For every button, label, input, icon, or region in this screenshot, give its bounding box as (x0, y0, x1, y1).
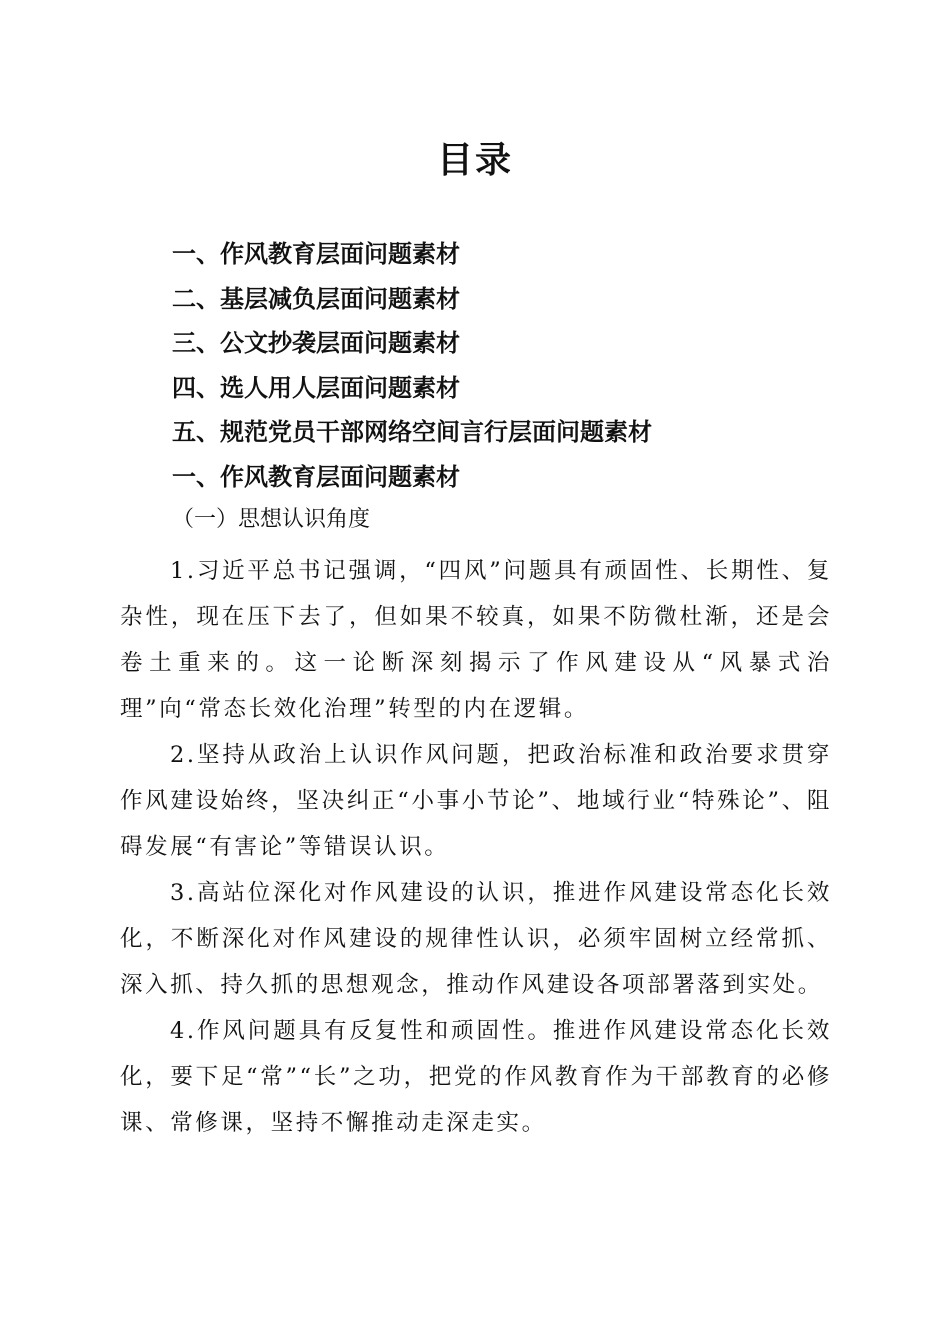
paragraph-3: 3.高站位深化对作风建设的认识，推进作风建设常态化长效化，不断深化对作风建设的规律性认识，必须牢固树立经常抓、深入抓、持久抓的思想观念，推动作风建设各项部署落到实处。 (120, 880, 832, 998)
toc-item-3[interactable]: 三、公文抄袭层面问题素材 (172, 329, 460, 358)
section-heading: 一、作风教育层面问题素材 (172, 462, 460, 491)
toc-item-4[interactable]: 四、选人用人层面问题素材 (172, 373, 460, 402)
page-title: 目录 (436, 139, 513, 181)
toc-item-5[interactable]: 五、规范党员干部网络空间言行层面问题素材 (172, 418, 652, 447)
paragraph-1: 1.习近平总书记强调，“四风”问题具有顽固性、长期性、复杂性，现在压下去了，但如果不较真，如果不防微杜渐，还是会卷土重来的。这一论断深刻揭示了作风建设从“风暴式治理”向“常态长效化治理”转型的内在逻辑。 (120, 558, 832, 722)
table-of-contents (172, 232, 872, 500)
body-text (120, 548, 832, 1146)
paragraph-4: 4.作风问题具有反复性和顽固性。推进作风建设常态化长效化，要下足“常”“长”之功，把党的作风教育作为干部教育的必修课、常修课，坚持不懈推动走深走实。 (120, 1018, 832, 1136)
subsection-heading: （一）思想认识角度 (172, 507, 371, 532)
toc-item-1[interactable]: 一、作风教育层面问题素材 (172, 240, 460, 268)
paragraph-2: 2.坚持从政治上认识作风问题，把政治标准和政治要求贯穿作风建设始终，坚决纠正“小事小节论”、地域行业“特殊论”、阻碍发展“有害论”等错误认识。 (120, 742, 832, 860)
toc-item-2[interactable]: 二、基层减负层面问题素材 (172, 284, 460, 313)
